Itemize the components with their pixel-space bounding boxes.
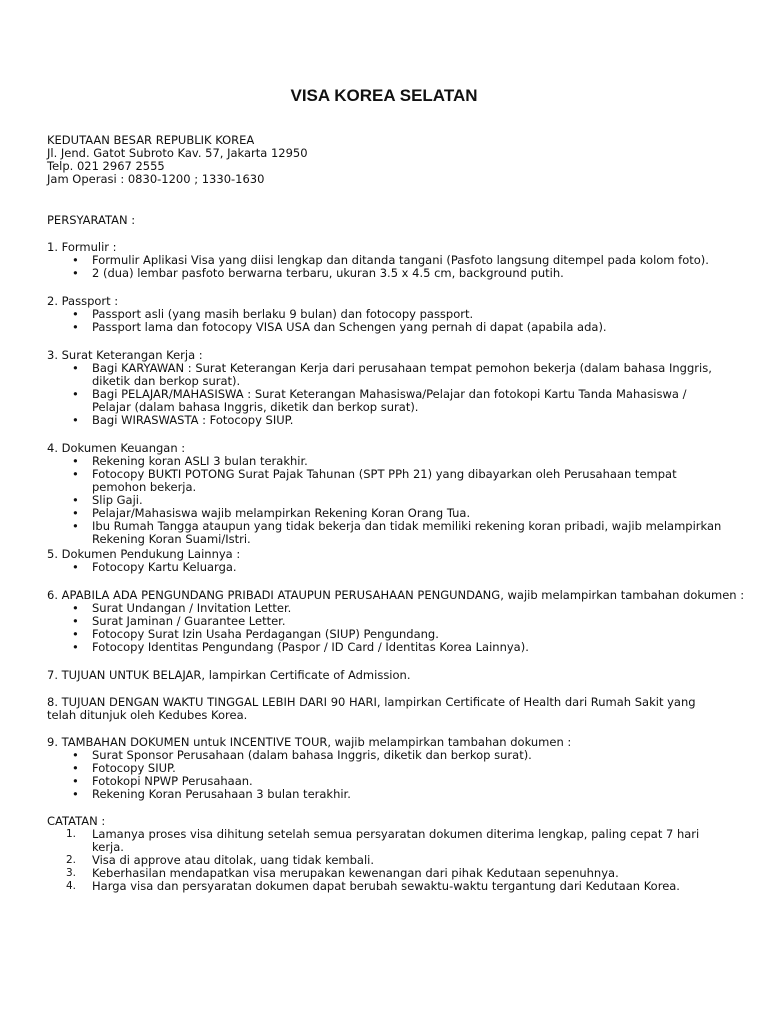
list-item (47, 321, 727, 334)
list-item (47, 561, 727, 574)
section-8 (47, 696, 727, 722)
list-item-text: Rekening Koran Perusahaan 3 bulan terakhir. (92, 787, 351, 801)
list-item-text: Bagi WIRASWASTA : Fotocopy SIUP. (92, 413, 294, 427)
bullet-icon: • (72, 560, 79, 574)
embassy-hours: Jam Operasi : 0830-1200 ; 1330-1630 (47, 172, 265, 186)
list-item-text: Fotocopy Surat Izin Usaha Perdagangan (SIUP) Pengundang. (92, 627, 439, 641)
section-heading: 6. APABILA ADA PENGUNDANG PRIBADI ATAUPUN PERUSAHAAN PENGUNDANG, wajib melampirkan tambahan dokumen : (47, 588, 745, 602)
list-item-text: Surat Undangan / Invitation Letter. (92, 601, 292, 615)
bullet-icon: • (72, 761, 79, 775)
requirements-heading (47, 214, 727, 227)
list-item-text: Fotocopy Identitas Pengundang (Paspor / ID Card / Identitas Korea Lainnya). (92, 640, 529, 654)
list-item-text: Ibu Rumah Tangga ataupun yang tidak bekerja dan tidak memiliki rekening koran pribadi, wajib melampirkan Rekening Koran Suami/Istri. (92, 519, 722, 546)
list-item-text: Fotokopi NPWP Perusahaan. (92, 774, 253, 788)
bullet-icon: • (72, 320, 79, 334)
list-item-text: Bagi PELAJAR/MAHASISWA : Surat Keterangan Mahasiswa/Pelajar dan fotokopi Kartu Tanda Mahasiswa / Pelajar (dalam bahasa Inggris, diketik dan berkop surat). (92, 387, 687, 414)
list-item-text: Passport asli (yang masih berlaku 9 bulan) dan fotocopy passport. (92, 307, 474, 321)
list-item-text: Passport lama dan fotocopy VISA USA dan Schengen yang pernah di dapat (apabila ada). (92, 320, 607, 334)
section-heading: 8. TUJUAN DENGAN WAKTU TINGGAL LEBIH DARI 90 HARI, lampirkan Certificate of Health dari Rumah Sakit yang telah ditunjuk oleh Kedubes Korea. (47, 695, 696, 722)
list-item (47, 641, 727, 654)
bullet-icon: • (72, 787, 79, 801)
list-item-text: Lamanya proses visa dihitung setelah semua persyaratan dokumen diterima lengkap, paling cepat 7 hari kerja. (92, 827, 700, 854)
list-item-text: Harga visa dan persyaratan dokumen dapat berubah sewaktu-waktu tergantung dari Kedutaan Korea. (92, 879, 680, 893)
notes-heading: CATATAN : (47, 814, 106, 828)
section-heading: 3. Surat Keterangan Kerja : (47, 348, 203, 362)
requirements-heading-text: PERSYARATAN : (47, 213, 136, 227)
bullet-icon: • (72, 519, 79, 533)
bullet-icon: • (72, 454, 79, 468)
list-item-text: 2 (dua) lembar pasfoto berwarna terbaru, ukuran 3.5 x 4.5 cm, background putih. (92, 266, 564, 280)
list-item-text: Bagi KARYAWAN : Surat Keterangan Kerja dari perusahaan tempat pemohon bekerja (dalam bahasa Inggris, diketik dan berkop surat). (92, 361, 712, 388)
list-item (47, 788, 727, 801)
document-title: VISA KOREA SELATAN (290, 86, 478, 105)
list-item (47, 414, 727, 427)
bullet-icon: • (72, 493, 79, 507)
bullet-icon: • (72, 601, 79, 615)
list-item-text: Surat Jaminan / Guarantee Letter. (92, 614, 286, 628)
bullet-icon: • (72, 627, 79, 641)
list-item (47, 362, 727, 388)
list-item-text: Visa di approve atau ditolak, uang tidak kembali. (92, 853, 375, 867)
bullet-icon: • (72, 387, 79, 401)
bullet-icon: • (72, 506, 79, 520)
bullet-icon: • (72, 614, 79, 628)
list-item (47, 388, 727, 414)
section-9 (47, 736, 727, 801)
bullet-icon: • (72, 467, 79, 481)
bullet-icon: • (72, 361, 79, 375)
embassy-phone: Telp. 021 2967 2555 (47, 159, 165, 173)
section-heading: 9. TAMBAHAN DOKUMEN untuk INCENTIVE TOUR, wajib melampirkan tambahan dokumen : (47, 735, 572, 749)
list-item-text: Formulir Aplikasi Visa yang diisi lengkap dan ditanda tangani (Pasfoto langsung ditempel pada kolom foto). (92, 253, 709, 267)
list-item-text: Pelajar/Mahasiswa wajib melampirkan Rekening Koran Orang Tua. (92, 506, 471, 520)
notes-section (47, 815, 727, 893)
list-item (47, 828, 727, 854)
section-6 (47, 588, 745, 654)
bullet-icon: • (72, 307, 79, 321)
section-3 (47, 349, 727, 427)
section-heading: 2. Passport : (47, 294, 119, 308)
embassy-address: Jl. Jend. Gatot Subroto Kav. 57, Jakarta 12950 (47, 146, 308, 160)
section-4 (47, 442, 727, 546)
list-number: 3. (66, 867, 77, 879)
section-7 (47, 669, 727, 682)
list-item (47, 468, 727, 494)
section-5 (47, 548, 727, 574)
list-item-text: Fotocopy Kartu Keluarga. (92, 560, 237, 574)
section-heading: 7. TUJUAN UNTUK BELAJAR, lampirkan Certificate of Admission. (47, 668, 411, 682)
bullet-icon: • (72, 640, 79, 654)
list-item-text: Keberhasilan mendapatkan visa merupakan kewenangan dari pihak Kedutaan sepenuhnya. (92, 866, 619, 880)
list-item-text: Rekening koran ASLI 3 bulan terakhir. (92, 454, 308, 468)
list-number: 4. (66, 880, 77, 892)
list-item-text: Surat Sponsor Perusahaan (dalam bahasa Inggris, diketik dan berkop surat). (92, 748, 532, 762)
bullet-icon: • (72, 748, 79, 762)
list-number: 2. (66, 854, 77, 866)
bullet-icon: • (72, 774, 79, 788)
bullet-icon: • (72, 413, 79, 427)
list-item-text: Fotocopy SIUP. (92, 761, 176, 775)
list-number: 1. (66, 828, 77, 840)
list-item (47, 267, 727, 280)
bullet-icon: • (72, 253, 79, 267)
list-item-text: Fotocopy BUKTI POTONG Surat Pajak Tahunan (SPT PPh 21) yang dibayarkan oleh Perusahaan tempat pemohon bekerja. (92, 467, 677, 494)
list-item (47, 880, 727, 893)
section-1 (47, 241, 727, 280)
list-item-text: Slip Gaji. (92, 493, 143, 507)
embassy-info (47, 134, 727, 186)
embassy-name: KEDUTAAN BESAR REPUBLIK KOREA (47, 133, 255, 147)
section-heading: 1. Formulir : (47, 240, 117, 254)
bullet-icon: • (72, 266, 79, 280)
section-heading: 4. Dokumen Keuangan : (47, 441, 186, 455)
list-item (47, 520, 727, 546)
section-heading: 5. Dokumen Pendukung Lainnya : (47, 547, 241, 561)
section-2 (47, 295, 727, 334)
